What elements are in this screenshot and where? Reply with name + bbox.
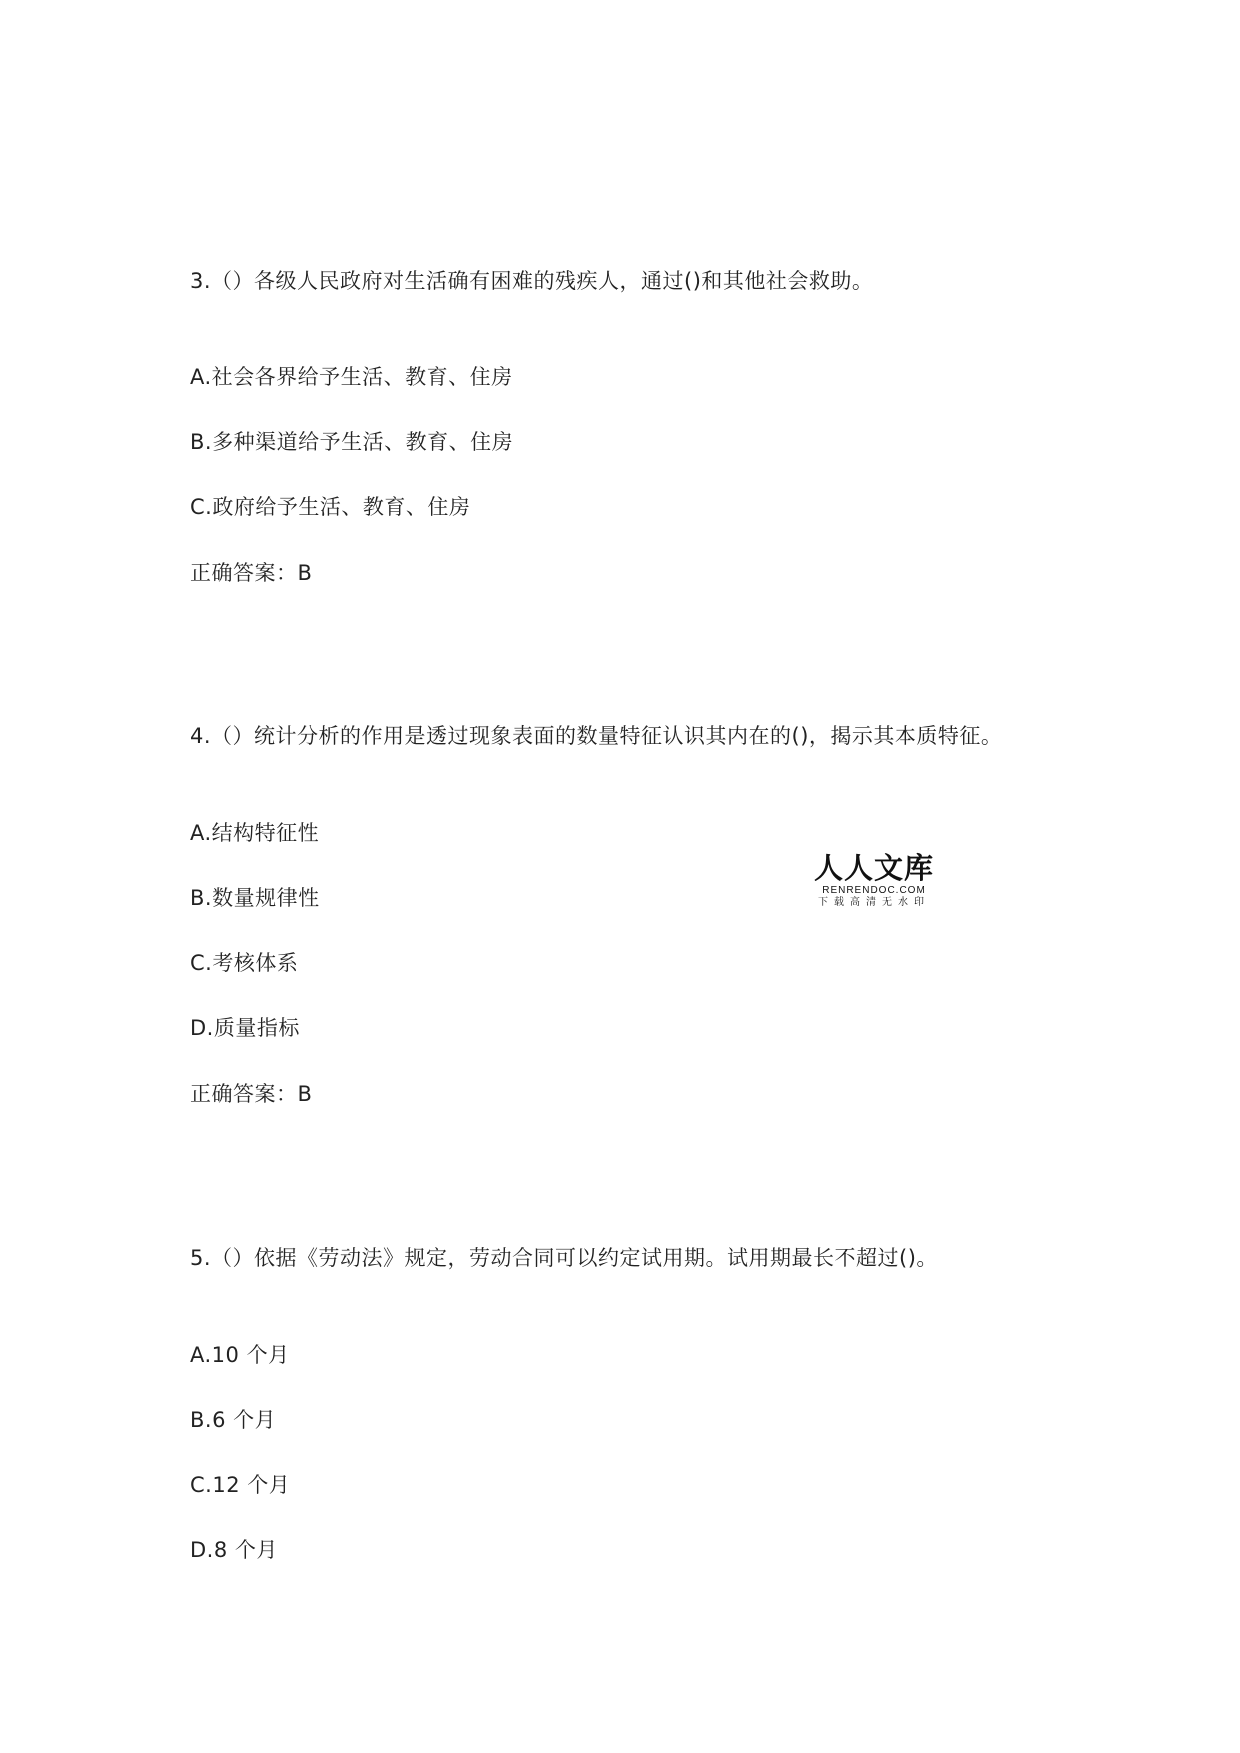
option-a: A.结构特征性 [190, 821, 320, 845]
option-b: B.多种渠道给予生活、教育、住房 [190, 430, 514, 454]
watermark-title: 人人文库 [813, 851, 934, 885]
option-c: C.政府给予生活、教育、住房 [190, 495, 471, 519]
option-a: A.社会各界给予生活、教育、住房 [190, 365, 513, 389]
question-stem: 3.（）各级人民政府对生活确有困难的残疾人，通过()和其他社会救助。 [190, 269, 874, 293]
option-c: C.12 个月 [190, 1473, 291, 1497]
option-a: A.10 个月 [190, 1343, 290, 1367]
correct-answer: 正确答案：B [190, 1082, 313, 1106]
question-stem: 5.（）依据《劳动法》规定，劳动合同可以约定试用期。试用期最长不超过()。 [190, 1246, 938, 1270]
question-stem: 4.（）统计分析的作用是透过现象表面的数量特征认识其内在的()，揭示其本质特征。 [190, 724, 1003, 748]
watermark-url: RENRENDOC.COM [822, 885, 926, 896]
option-c: C.考核体系 [190, 951, 299, 975]
option-b: B.数量规律性 [190, 886, 320, 910]
correct-answer: 正确答案：B [190, 561, 313, 585]
watermark-tagline: 下载高清无水印 [818, 897, 930, 908]
option-b: B.6 个月 [190, 1408, 277, 1432]
option-d: D.8 个月 [190, 1538, 278, 1562]
option-d: D.质量指标 [190, 1016, 300, 1040]
watermark-logo [812, 852, 936, 909]
